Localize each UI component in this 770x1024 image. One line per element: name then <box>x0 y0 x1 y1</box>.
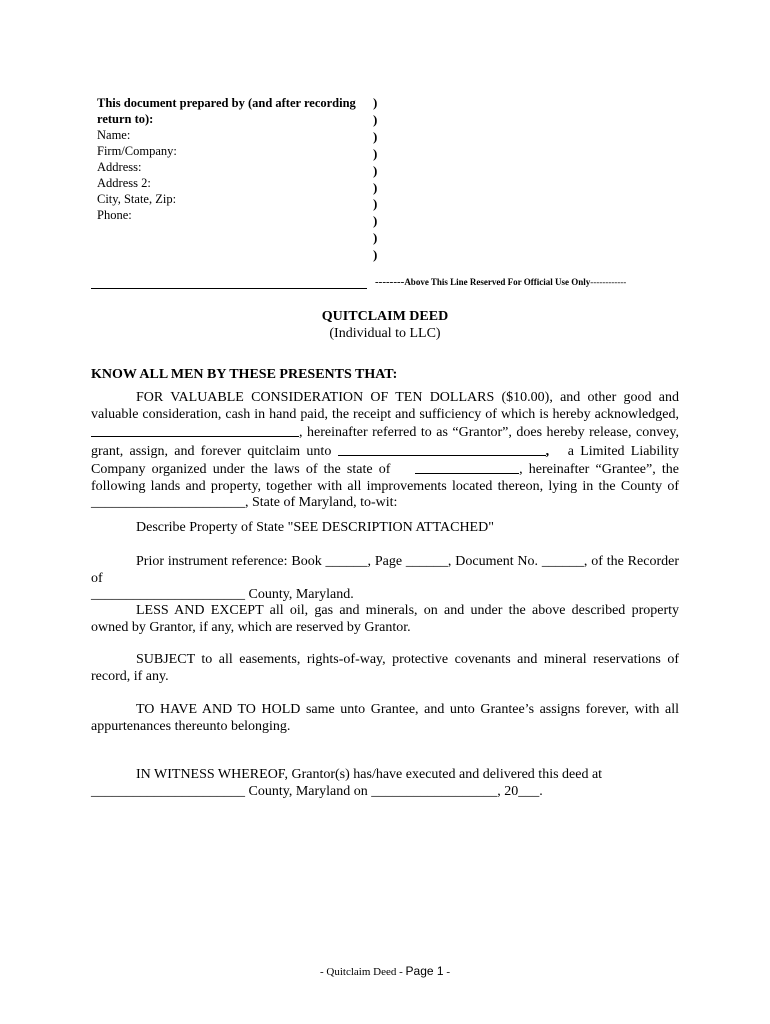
paren: ) <box>373 247 378 263</box>
official-use-lead-dashes: -------- <box>375 276 405 288</box>
habendum-paragraph: TO HAVE AND TO HOLD same unto Grantee, and unto Grantee’s assigns forever, with all appurtenances thereunto belonging. <box>91 702 679 734</box>
grantee-state-blank <box>415 460 519 474</box>
official-use-trail-dashes: ------------ <box>590 277 627 287</box>
footer-label: - Quitclaim Deed - <box>320 966 406 978</box>
document-title: QUITCLAIM DEED <box>321 309 449 324</box>
footer-trail: - <box>443 966 450 978</box>
paren: ) <box>373 145 378 161</box>
prior-instrument-paragraph <box>91 554 679 604</box>
witness-paragraph <box>91 767 679 800</box>
field-address: Address: <box>97 160 142 174</box>
county-blank: ______________________ <box>91 495 245 510</box>
official-use-text: Above This Line Reserved For Official Use Only <box>404 277 591 287</box>
consideration-text-7: , State of Maryland, to-wit: <box>245 495 398 510</box>
property-description: Describe Property of State "SEE DESCRIPTION ATTACHED" <box>136 520 494 535</box>
paren-column <box>373 95 385 264</box>
paren: ) <box>373 111 378 127</box>
recording-divider-line <box>91 288 367 289</box>
consideration-text-2: , hereinafter referred to as “Grantor”, does hereby release, convey, grant, assign, and forever quitclaim unto <box>91 425 679 459</box>
paren: ) <box>373 230 378 246</box>
document-subtitle: (Individual to LLC) <box>329 326 441 341</box>
grantee-name-blank <box>338 442 546 456</box>
prior-instrument-line-1: Prior instrument reference: Book ______, Page ______, Document No. ______, of the Recorder of <box>91 554 679 586</box>
paren: ) <box>373 213 378 229</box>
consideration-paragraph <box>91 390 679 512</box>
consideration-text-1: FOR VALUABLE CONSIDERATION OF TEN DOLLARS ($10.00), and other good and valuable consideration, cash in hand paid, the receipt and sufficiency of which is hereby acknowledged, <box>91 390 679 422</box>
subject-to-paragraph: SUBJECT to all easements, rights-of-way, protective covenants and mineral reservations of record, if any. <box>91 652 679 684</box>
paren: ) <box>373 162 378 178</box>
footer-page-number: Page 1 <box>405 964 444 978</box>
official-use-line <box>375 276 626 288</box>
field-phone: Phone: <box>97 208 132 222</box>
paren: ) <box>373 196 378 212</box>
prior-instrument-line-2: ______________________ County, Maryland. <box>91 587 354 602</box>
witness-line-2: ______________________ County, Maryland on __________________, 20___. <box>91 783 543 799</box>
field-firm-company: Firm/Company: <box>97 144 177 158</box>
field-city-state-zip: City, State, Zip: <box>97 192 177 206</box>
consideration-comma: , <box>545 443 550 459</box>
page-footer <box>0 964 770 978</box>
less-and-except-paragraph: LESS AND EXCEPT all oil, gas and minerals, on and under the above described property owned by Grantor, if any, which are reserved by Grantor. <box>91 603 679 635</box>
intro-heading: KNOW ALL MEN BY THESE PRESENTS THAT: <box>91 367 398 382</box>
prepared-by-block <box>97 95 367 223</box>
field-name: Name: <box>97 128 131 142</box>
paren: ) <box>373 128 378 144</box>
grantor-name-blank <box>91 423 299 437</box>
consideration-text-4: a Limited Liability Company organized under the laws of the state of <box>91 443 679 477</box>
field-address-2: Address 2: <box>97 176 151 190</box>
prepared-by-heading: This document prepared by (and after recording return to): <box>97 96 356 126</box>
paren: ) <box>373 179 378 195</box>
paren: ) <box>373 95 378 110</box>
consideration-text-5: , hereinafter “Grantee”, the following lands and property, together with all improvements located thereon, lying in the County of <box>91 462 680 494</box>
witness-line-1: IN WITNESS WHEREOF, Grantor(s) has/have executed and delivered this deed at <box>136 767 603 782</box>
